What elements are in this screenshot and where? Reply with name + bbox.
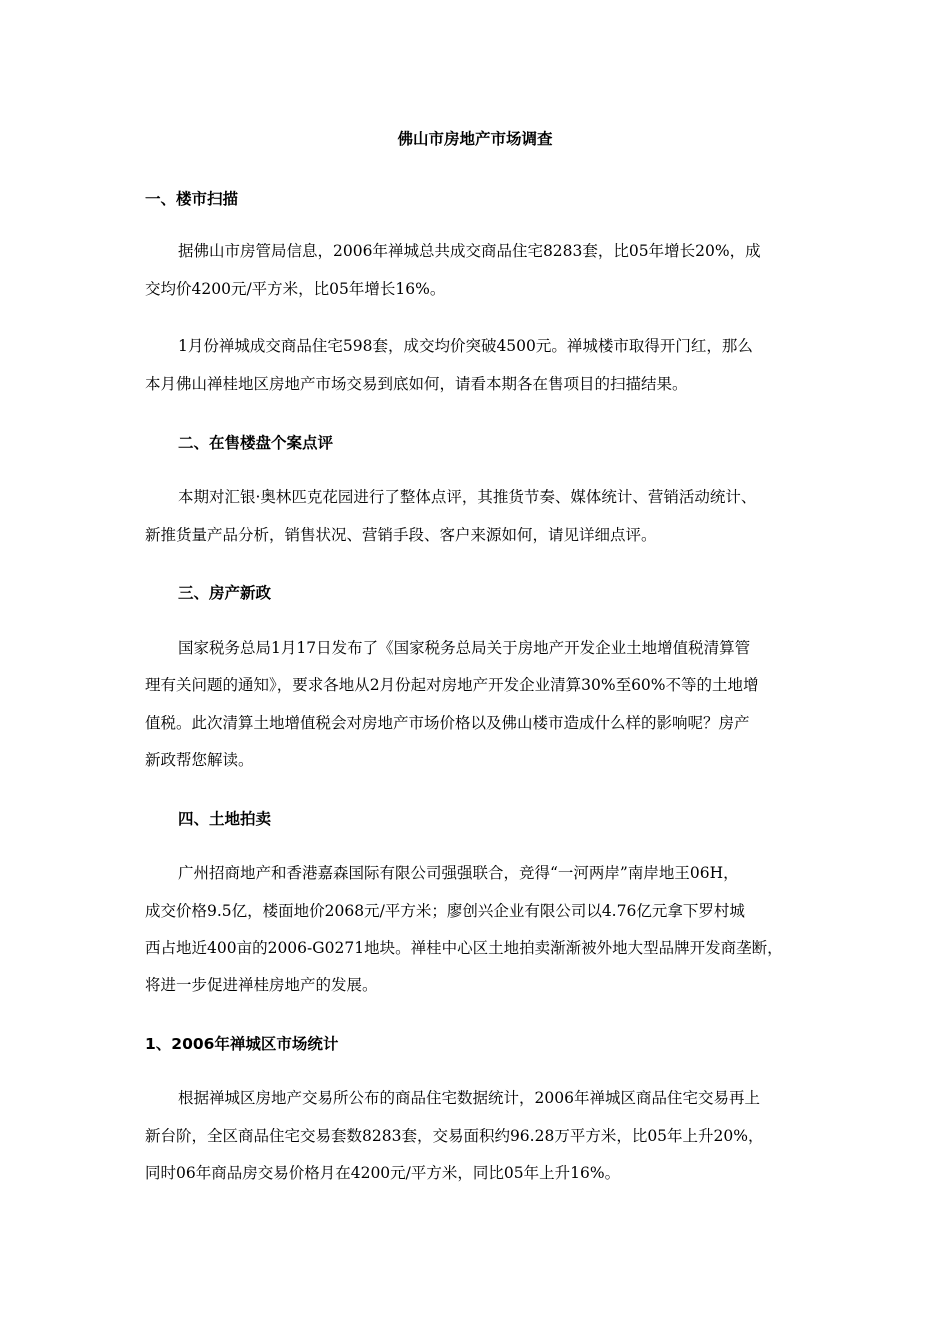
paragraph-line: 新政帮您解读。 (145, 751, 254, 769)
document-title: 佛山市房地产市场调查 (397, 130, 553, 148)
paragraph-line: 本月佛山禅桂地区房地产市场交易到底如何，请看本期各在售项目的扫描结果。 (145, 375, 688, 393)
paragraph-line: 西占地近400亩的2006-G0271地块。禅桂中心区土地拍卖渐渐被外地大型品牌开发商垄断， (145, 939, 783, 957)
paragraph-line: 理有关问题的通知》，要求各地从2月份起对房地产开发企业清算30%至60%不等的土地增 (145, 676, 759, 694)
section-heading-new-policy: 三、房产新政 (178, 584, 272, 602)
paragraph-line: 本期对汇银·奥林匹克花园进行了整体点评，其推货节奏、媒体统计、营销活动统计、 (178, 488, 757, 506)
paragraph-line: 将进一步促进禅桂房地产的发展。 (145, 976, 378, 994)
paragraph-line: 成交价格9.5亿，楼面地价2068元/平方米；廖创兴企业有限公司以4.76亿元拿下罗村城 (145, 902, 745, 920)
paragraph-line: 新台阶，全区商品住宅交易套数8283套，交易面积约96.28万平方米，比05年上升20%， (145, 1127, 764, 1145)
section-heading-market-scan: 一、楼市扫描 (145, 190, 239, 208)
paragraph-line: 交均价4200元/平方米，比05年增长16%。 (145, 280, 446, 298)
paragraph-line: 广州招商地产和香港嘉森国际有限公司强强联合，竞得“一河两岸”南岸地王06H， (178, 864, 739, 882)
paragraph-line: 新推货量产品分析，销售状况、营销手段、客户来源如何，请见详细点评。 (145, 526, 657, 544)
paragraph-line: 1月份禅城成交商品住宅598套，成交均价突破4500元。禅城楼市取得开门红，那么 (178, 337, 753, 355)
paragraph-line: 据佛山市房管局信息，2006年禅城总共成交商品住宅8283套，比05年增长20%，成 (178, 242, 761, 260)
paragraph-line: 国家税务总局1月17日发布了《国家税务总局关于房地产开发企业土地增值税清算管 (178, 639, 751, 657)
section-heading-chancheng-stats: 1、2006年禅城区市场统计 (145, 1035, 339, 1053)
section-heading-project-review: 二、在售楼盘个案点评 (178, 434, 334, 452)
paragraph-line: 值税。此次清算土地增值税会对房地产市场价格以及佛山楼市造成什么样的影响呢？房产 (145, 714, 750, 732)
paragraph-line: 同时06年商品房交易价格月在4200元/平方米，同比05年上升16%。 (145, 1164, 621, 1182)
section-heading-land-auction: 四、土地拍卖 (178, 810, 272, 828)
paragraph-line: 根据禅城区房地产交易所公布的商品住宅数据统计，2006年禅城区商品住宅交易再上 (178, 1089, 760, 1107)
